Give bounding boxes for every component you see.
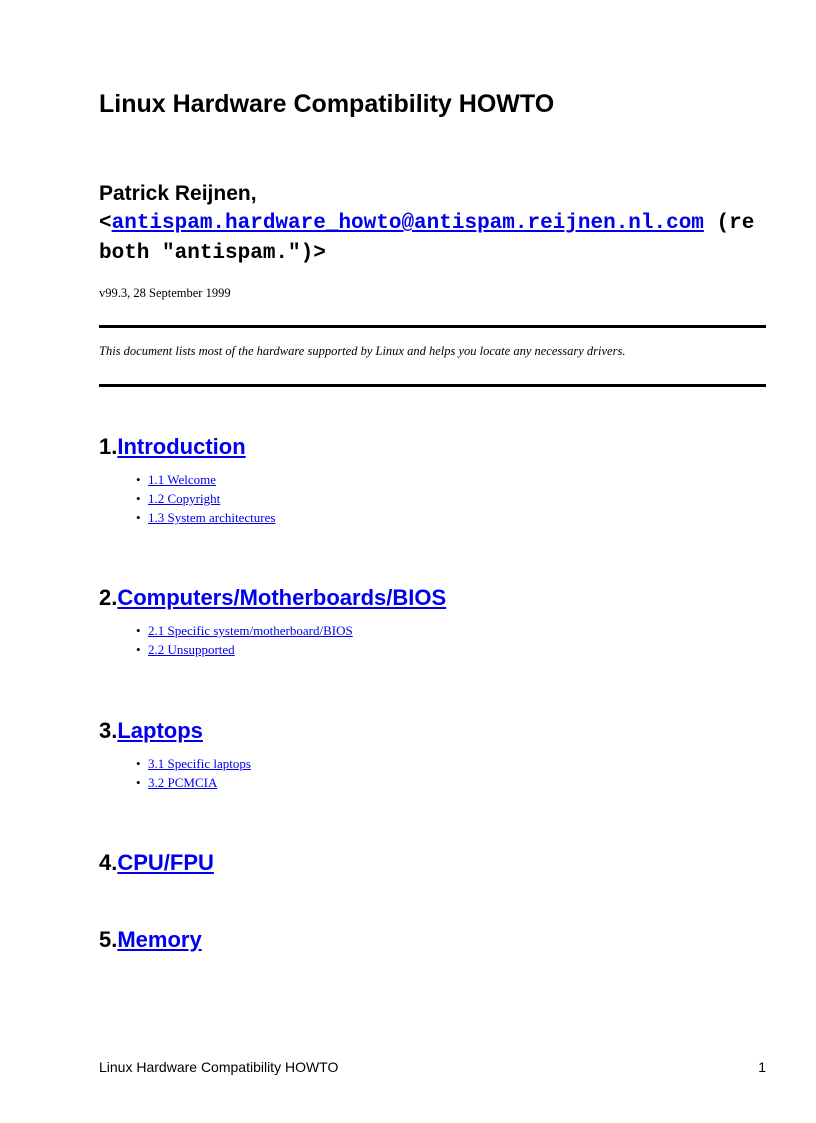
section-number: 5.	[99, 927, 118, 952]
bullet-icon: •	[136, 642, 141, 657]
author-name: Patrick Reijnen,	[99, 182, 257, 205]
horizontal-rule	[99, 325, 766, 328]
section-heading	[99, 717, 251, 745]
list-item	[136, 470, 275, 489]
list-item	[136, 489, 275, 508]
toc-section-2	[99, 584, 446, 659]
section-heading	[99, 584, 446, 612]
list-item	[136, 773, 251, 792]
toc-section-5	[99, 926, 202, 954]
section-link-computers[interactable]: Computers/Motherboards/BIOS	[117, 585, 447, 610]
bullet-icon: •	[136, 775, 141, 790]
email-note-line: both "antispam.")>	[99, 242, 326, 265]
section-link-laptops[interactable]: Laptops	[117, 718, 203, 743]
bullet-icon: •	[136, 756, 141, 771]
subsection-link[interactable]: 3.1 Specific laptops	[148, 756, 251, 771]
horizontal-rule	[99, 384, 766, 387]
document-title: Linux Hardware Compatibility HOWTO	[99, 90, 555, 118]
bullet-icon: •	[136, 623, 141, 638]
section-number: 3.	[99, 718, 118, 743]
bullet-icon: •	[136, 491, 141, 506]
author-email-link[interactable]: antispam.hardware_howto@antispam.reijnen.nl.com	[111, 212, 704, 235]
list-item	[136, 640, 446, 659]
section-heading	[99, 849, 214, 877]
email-prefix: <	[99, 212, 112, 235]
footer-title: Linux Hardware Compatibility HOWTO	[99, 1059, 339, 1075]
bullet-icon: •	[136, 510, 141, 525]
abstract: This document lists most of the hardware supported by Linux and helps you locate any necessary drivers.	[99, 344, 626, 358]
toc-section-3	[99, 717, 251, 792]
section-link-memory[interactable]: Memory	[117, 927, 202, 952]
subsection-link[interactable]: 1.3 System architectures	[148, 510, 276, 525]
subsection-list	[136, 621, 446, 659]
section-link-introduction[interactable]: Introduction	[117, 434, 246, 459]
subsection-link[interactable]: 1.2 Copyright	[148, 491, 221, 506]
page-number: 1	[758, 1059, 766, 1075]
section-link-cpu-fpu[interactable]: CPU/FPU	[117, 850, 214, 875]
toc-section-4	[99, 849, 214, 877]
bullet-icon: •	[136, 472, 141, 487]
author-email-line	[99, 212, 816, 235]
section-heading	[99, 433, 275, 461]
list-item	[136, 508, 275, 527]
subsection-link[interactable]: 2.2 Unsupported	[148, 642, 235, 657]
section-number: 1.	[99, 434, 118, 459]
subsection-list	[136, 470, 275, 527]
subsection-list	[136, 754, 251, 792]
subsection-link[interactable]: 3.2 PCMCIA	[148, 775, 218, 790]
section-number: 2.	[99, 585, 118, 610]
email-suffix: (re	[703, 212, 755, 235]
version-date: v99.3, 28 September 1999	[99, 286, 231, 300]
subsection-link[interactable]: 2.1 Specific system/motherboard/BIOS	[148, 623, 353, 638]
toc-section-1	[99, 433, 275, 527]
subsection-link[interactable]: 1.1 Welcome	[148, 472, 217, 487]
section-heading	[99, 926, 202, 954]
list-item	[136, 621, 446, 640]
section-number: 4.	[99, 850, 118, 875]
list-item	[136, 754, 251, 773]
